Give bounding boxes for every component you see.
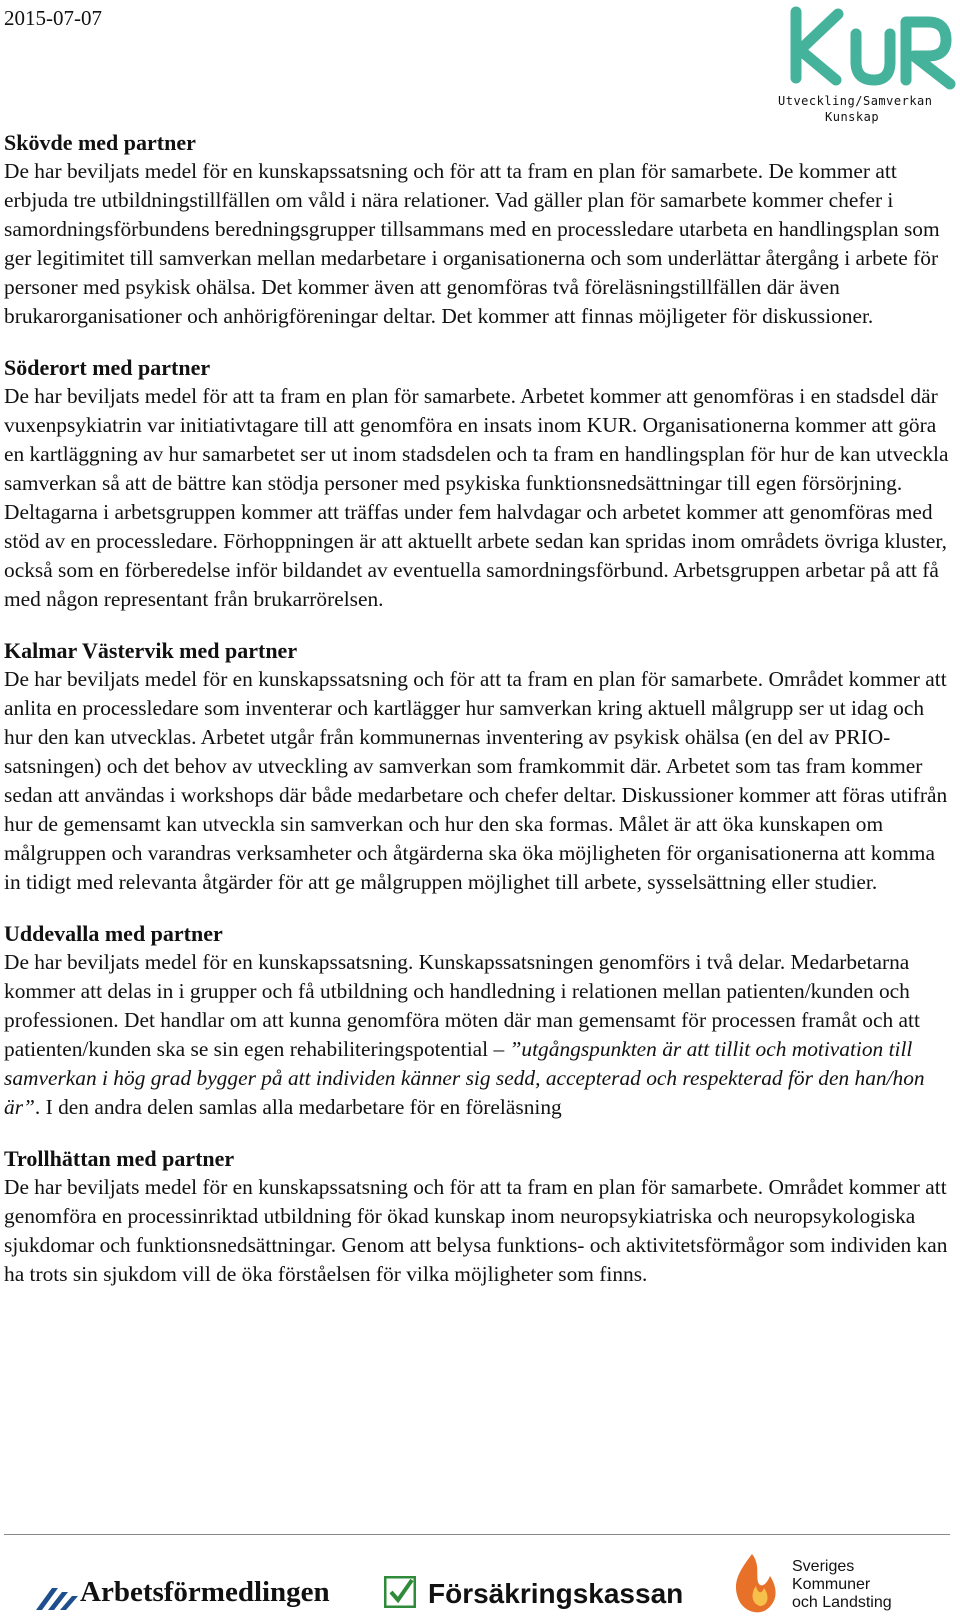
section-text: De har beviljats medel för att ta fram en plan för samarbete. Arbetet kommer att genomföras i en stadsdel där vuxenpsykiatrin var initiativtagare till att genomföra en insats inom KUR. Organisationerna kommer att göra en kartläggning av hur samarbetet ser ut inom stadsdelen och ta fram en handlingsplan för hur de kan utveckla samverkan så att de bättre kan stödja personer med psykiska funktionsnedsättningar till egen försörjning. Deltagarna i arbetsgruppen kommer att träffas under fem halvdagar och arbetet kommer att genomföras med stöd av en processledare. Förhoppningen är att aktuellt arbete sedan kan spridas inom områdets övriga kluster, också som en förberedelse inför bildandet av eventuella samordningsförbund. Arbetsgruppen arbetar på att få med någon representant från brukarrörelsen. xyxy=(4,384,949,611)
arbetsformedlingen-name: Arbetsförmedlingen xyxy=(80,1576,330,1608)
skl-name-line3: och Landsting xyxy=(792,1594,892,1611)
section-title: Söderort med partner xyxy=(4,355,211,380)
document-date: 2015-07-07 xyxy=(4,6,102,30)
kur-logo-mark xyxy=(778,0,958,95)
section-text xyxy=(4,948,954,1122)
kur-logo xyxy=(778,0,958,130)
footer-divider xyxy=(4,1534,950,1535)
section-text: De har beviljats medel för en kunskapssatsning och för att ta fram en plan för samarbete. De kommer att erbjuda tre utbildningstillfällen om våld i nära relationer. Vad gäller plan för samarbete kommer chefer i samordningsförbundens beredningsgrupper tillsammans med en processledare utarbeta en handlingsplan som ger legitimitet till samverkan mellan medarbetare i organisationerna och som underlättar återgång i arbete för personer med psykisk ohälsa. Det kommer även att genomföras två föreläsningstillfällen där även brukarorganisationer och anhörigföreningar deltar. Det kommer att finnas möjligeter för diskussioner. xyxy=(4,159,940,328)
kur-logo-line1: Utveckling/Samverkan xyxy=(778,94,933,108)
section-skovde xyxy=(4,128,954,331)
section-text-part: . I den andra delen samlas alla medarbetare för en föreläsning xyxy=(34,1095,562,1119)
document-body xyxy=(4,128,954,1311)
skl-name-line1: Sveriges xyxy=(792,1558,855,1575)
section-quote: ”utgångspunkten är att tillit och motivation till samverkan i hög grad bygger på att individen känner sig sedd, accepterad och respekterad för den han/hon är” xyxy=(4,1037,925,1119)
section-title: Uddevalla med partner xyxy=(4,921,223,946)
section-kalmar-vastervik xyxy=(4,636,954,897)
skl-name-line2: Kommuner xyxy=(792,1576,871,1593)
section-text-part: De har beviljats medel för en kunskapssatsning. Kunskapssatsningen genomförs i två delar. Medarbetarna kommer att delas in i grupper och få utbildning och handledning i relationen mellan patienten/kunden och professionen. Det handlar om att kunna genomföra möten där man gemensamt för processen framåt och att patienten/kunden ska se sin egen rehabiliteringspotential – xyxy=(4,950,920,1061)
section-title: Skövde med partner xyxy=(4,130,196,155)
section-title: Kalmar Västervik med partner xyxy=(4,638,298,663)
section-text: De har beviljats medel för en kunskapssatsning och för att ta fram en plan för samarbete. Området kommer att genomföra en processinriktad utbildning för ökad kunskap inom neuropsykiatriska och neuropsykologiska sjukdomar och funktionsnedsättningar. Genom att belysa funktions- och aktivitetsförmågor som individen kan ha trots sin sjukdom vill de öka förståelsen för vilka möjligheter som finns. xyxy=(4,1175,948,1286)
section-title: Trollhättan med partner xyxy=(4,1146,235,1171)
kur-logo-line2: Kunskap xyxy=(825,110,880,124)
forsakringskassan-mark-icon xyxy=(384,1576,416,1608)
arbetsformedlingen-mark-icon xyxy=(34,1584,78,1612)
section-text: De har beviljats medel för en kunskapssatsning och för att ta fram en plan för samarbete. Området kommer att anlita en processledare som inventerar och kartlägger hur samverkan kring aktuell målgrupp ser ut idag och hur den kan utvecklas. Arbetet utgår från kommunernas inventering av psykisk ohälsa (en del av PRIO-satsningen) och det behov av utveckling av samverkan som framkommit där. Arbetet som tas fram kommer sedan att användas i workshops där både medarbetare och chefer deltar. Diskussioner kommer att föras utifrån hur de gemensamt kan utveckla sin samverkan och hur den ska formas. Målet är att öka kunskapen om målgruppen och varandras verksamheter och åtgärderna ska öka möjligheten för organisationerna att komma in tidigt med relevanta åtgärder för att ge målgruppen möjlighet till arbete, sysselsättning eller studier. xyxy=(4,667,948,894)
section-soderort xyxy=(4,353,954,614)
section-trollhattan xyxy=(4,1144,954,1289)
skl-flame-icon xyxy=(730,1552,784,1616)
forsakringskassan-name: Försäkringskassan xyxy=(428,1578,684,1609)
section-uddevalla xyxy=(4,919,954,1122)
